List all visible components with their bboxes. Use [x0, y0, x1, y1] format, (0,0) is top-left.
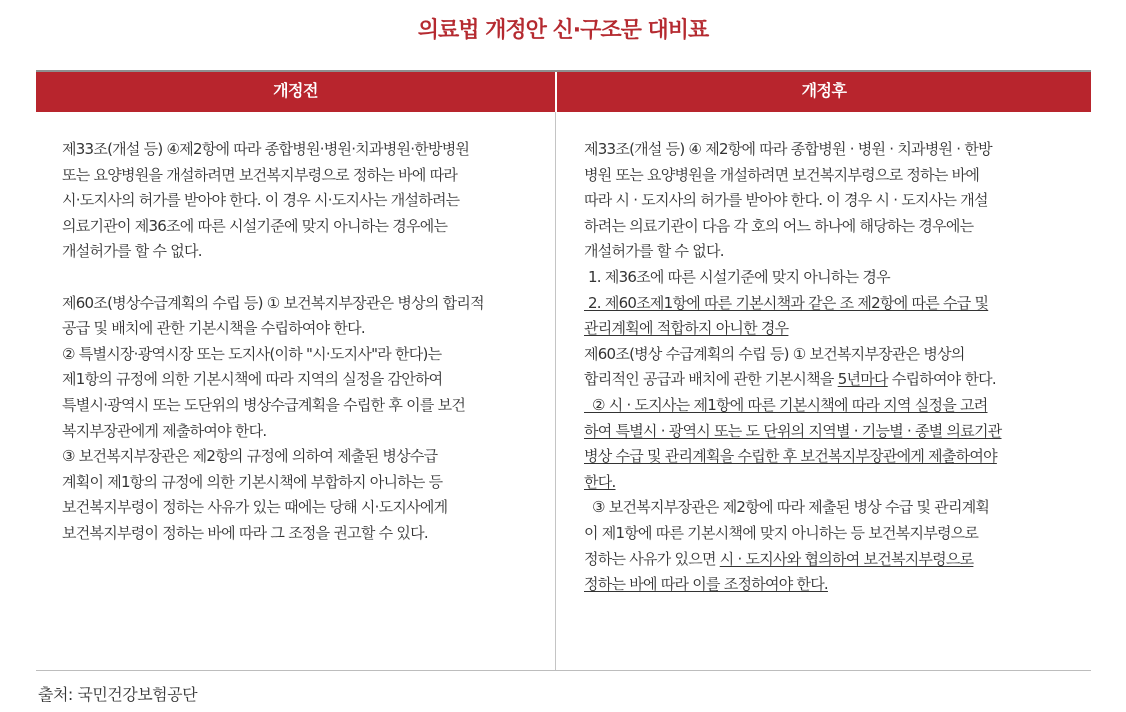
after-line — [584, 547, 1076, 573]
column-divider — [555, 112, 556, 670]
after-line: 병원 또는 요양병원을 개설하려면 보건복지부령으로 정하는 바에 — [584, 165, 980, 184]
after-line: 1. 제36조에 따른 시설기준에 맞지 아니하는 경우 — [584, 267, 890, 286]
cell-before — [62, 137, 542, 547]
after-line-amended: 정하는 바에 따라 이를 조정하여야 한다. — [584, 575, 828, 594]
after-line-text: 합리적인 공급과 배치에 관한 기본시책을 — [584, 370, 838, 389]
paragraph-spacer — [62, 265, 542, 291]
before-line: 제1항의 규정에 의한 기본시책에 따라 지역의 실정을 감안하여 — [62, 370, 443, 389]
after-line — [584, 367, 1076, 393]
before-line: 시·도지사의 허가를 받아야 한다. 이 경우 시·도지사는 개설하려는 — [62, 191, 460, 210]
after-line-amended: 5년마다 — [837, 370, 888, 389]
comparison-table — [36, 70, 1091, 671]
after-line-amended: ② 시 · 도지사는 제1항에 따른 기본시책에 따라 지역 실정을 고려 — [584, 395, 988, 414]
before-line: 복지부장관에게 제출하여야 한다. — [62, 421, 267, 440]
after-line-amended: 병상 수급 및 관리계획을 수립한 후 보건복지부장관에게 제출하여야 — [584, 447, 997, 466]
after-line: ③ 보건복지부장관은 제2항에 따라 제출된 병상 수급 및 관리계획 — [584, 498, 990, 517]
before-line: 제60조(병상수급계획의 수립 등) ① 보건복지부장관은 병상의 합리적 — [62, 293, 484, 312]
after-line-amended: 관리계획에 적합하지 아니한 경우 — [584, 319, 789, 338]
header-after: 개정후 — [557, 72, 1091, 112]
before-line: 특별시·광역시 또는 도단위의 병상수급계획을 수립한 후 이를 보건 — [62, 395, 466, 414]
after-line-text: 수립하여야 한다. — [887, 370, 996, 389]
after-line: 제60조(병상 수급계획의 수립 등) ① 보건복지부장관은 병상의 — [584, 344, 965, 363]
after-line: 하려는 의료기관이 다음 각 호의 어느 하나에 해당하는 경우에는 — [584, 216, 974, 235]
before-line: 또는 요양병원을 개설하려면 보건복지부령으로 정하는 바에 따라 — [62, 165, 458, 184]
before-line: ③ 보건복지부장관은 제2항의 규정에 의하여 제출된 병상수급 — [62, 447, 438, 466]
before-line: 공급 및 배치에 관한 기본시책을 수립하여야 한다. — [62, 319, 365, 338]
before-line: 계획이 제1항의 규정에 의한 기본시책에 부합하지 아니하는 등 — [62, 472, 443, 491]
after-line-amended: 한다. — [584, 472, 616, 491]
before-line: 개설허가를 할 수 없다. — [62, 242, 202, 261]
after-line: 이 제1항에 따른 기본시책에 맞지 아니하는 등 보건복지부령으로 — [584, 523, 979, 542]
header-before: 개정전 — [36, 72, 555, 112]
before-line: 의료기관이 제36조에 따른 시설기준에 맞지 아니하는 경우에는 — [62, 216, 448, 235]
cell-after — [584, 137, 1076, 598]
source-note: 출처: 국민건강보험공단 — [38, 685, 198, 704]
before-line: ② 특별시장·광역시장 또는 도지사(이하 "시·도지사"라 한다)는 — [62, 344, 442, 363]
after-line-amended: 2. 제60조제1항에 따른 기본시책과 같은 조 제2항에 따른 수급 및 — [584, 293, 989, 312]
after-line-amended: 시 · 도지사와 협의하여 보건복지부령으로 — [719, 549, 974, 568]
before-line: 보건복지부령이 정하는 바에 따라 그 조정을 권고할 수 있다. — [62, 523, 428, 542]
after-line: 제33조(개설 등) ④ 제2항에 따라 종합병원 · 병원 · 치과병원 · 한방 — [584, 140, 992, 158]
after-line-text: 정하는 사유가 있으면 — [584, 549, 720, 568]
page-title: 의료법 개정안 신·구조문 대비표 — [417, 18, 709, 43]
after-line: 따라 시 · 도지사의 허가를 받아야 한다. 이 경우 시 · 도지사는 개설 — [584, 191, 988, 210]
after-line-amended: 하여 특별시 · 광역시 또는 도 단위의 지역별 · 기능별 · 종별 의료기관 — [584, 421, 1002, 440]
after-line: 개설허가를 할 수 없다. — [584, 242, 724, 261]
before-line: 제33조(개설 등) ④제2항에 따라 종합병원·병원·치과병원·한방병원 — [62, 140, 470, 158]
before-line: 보건복지부령이 정하는 사유가 있는 때에는 당해 시·도지사에게 — [62, 498, 448, 517]
